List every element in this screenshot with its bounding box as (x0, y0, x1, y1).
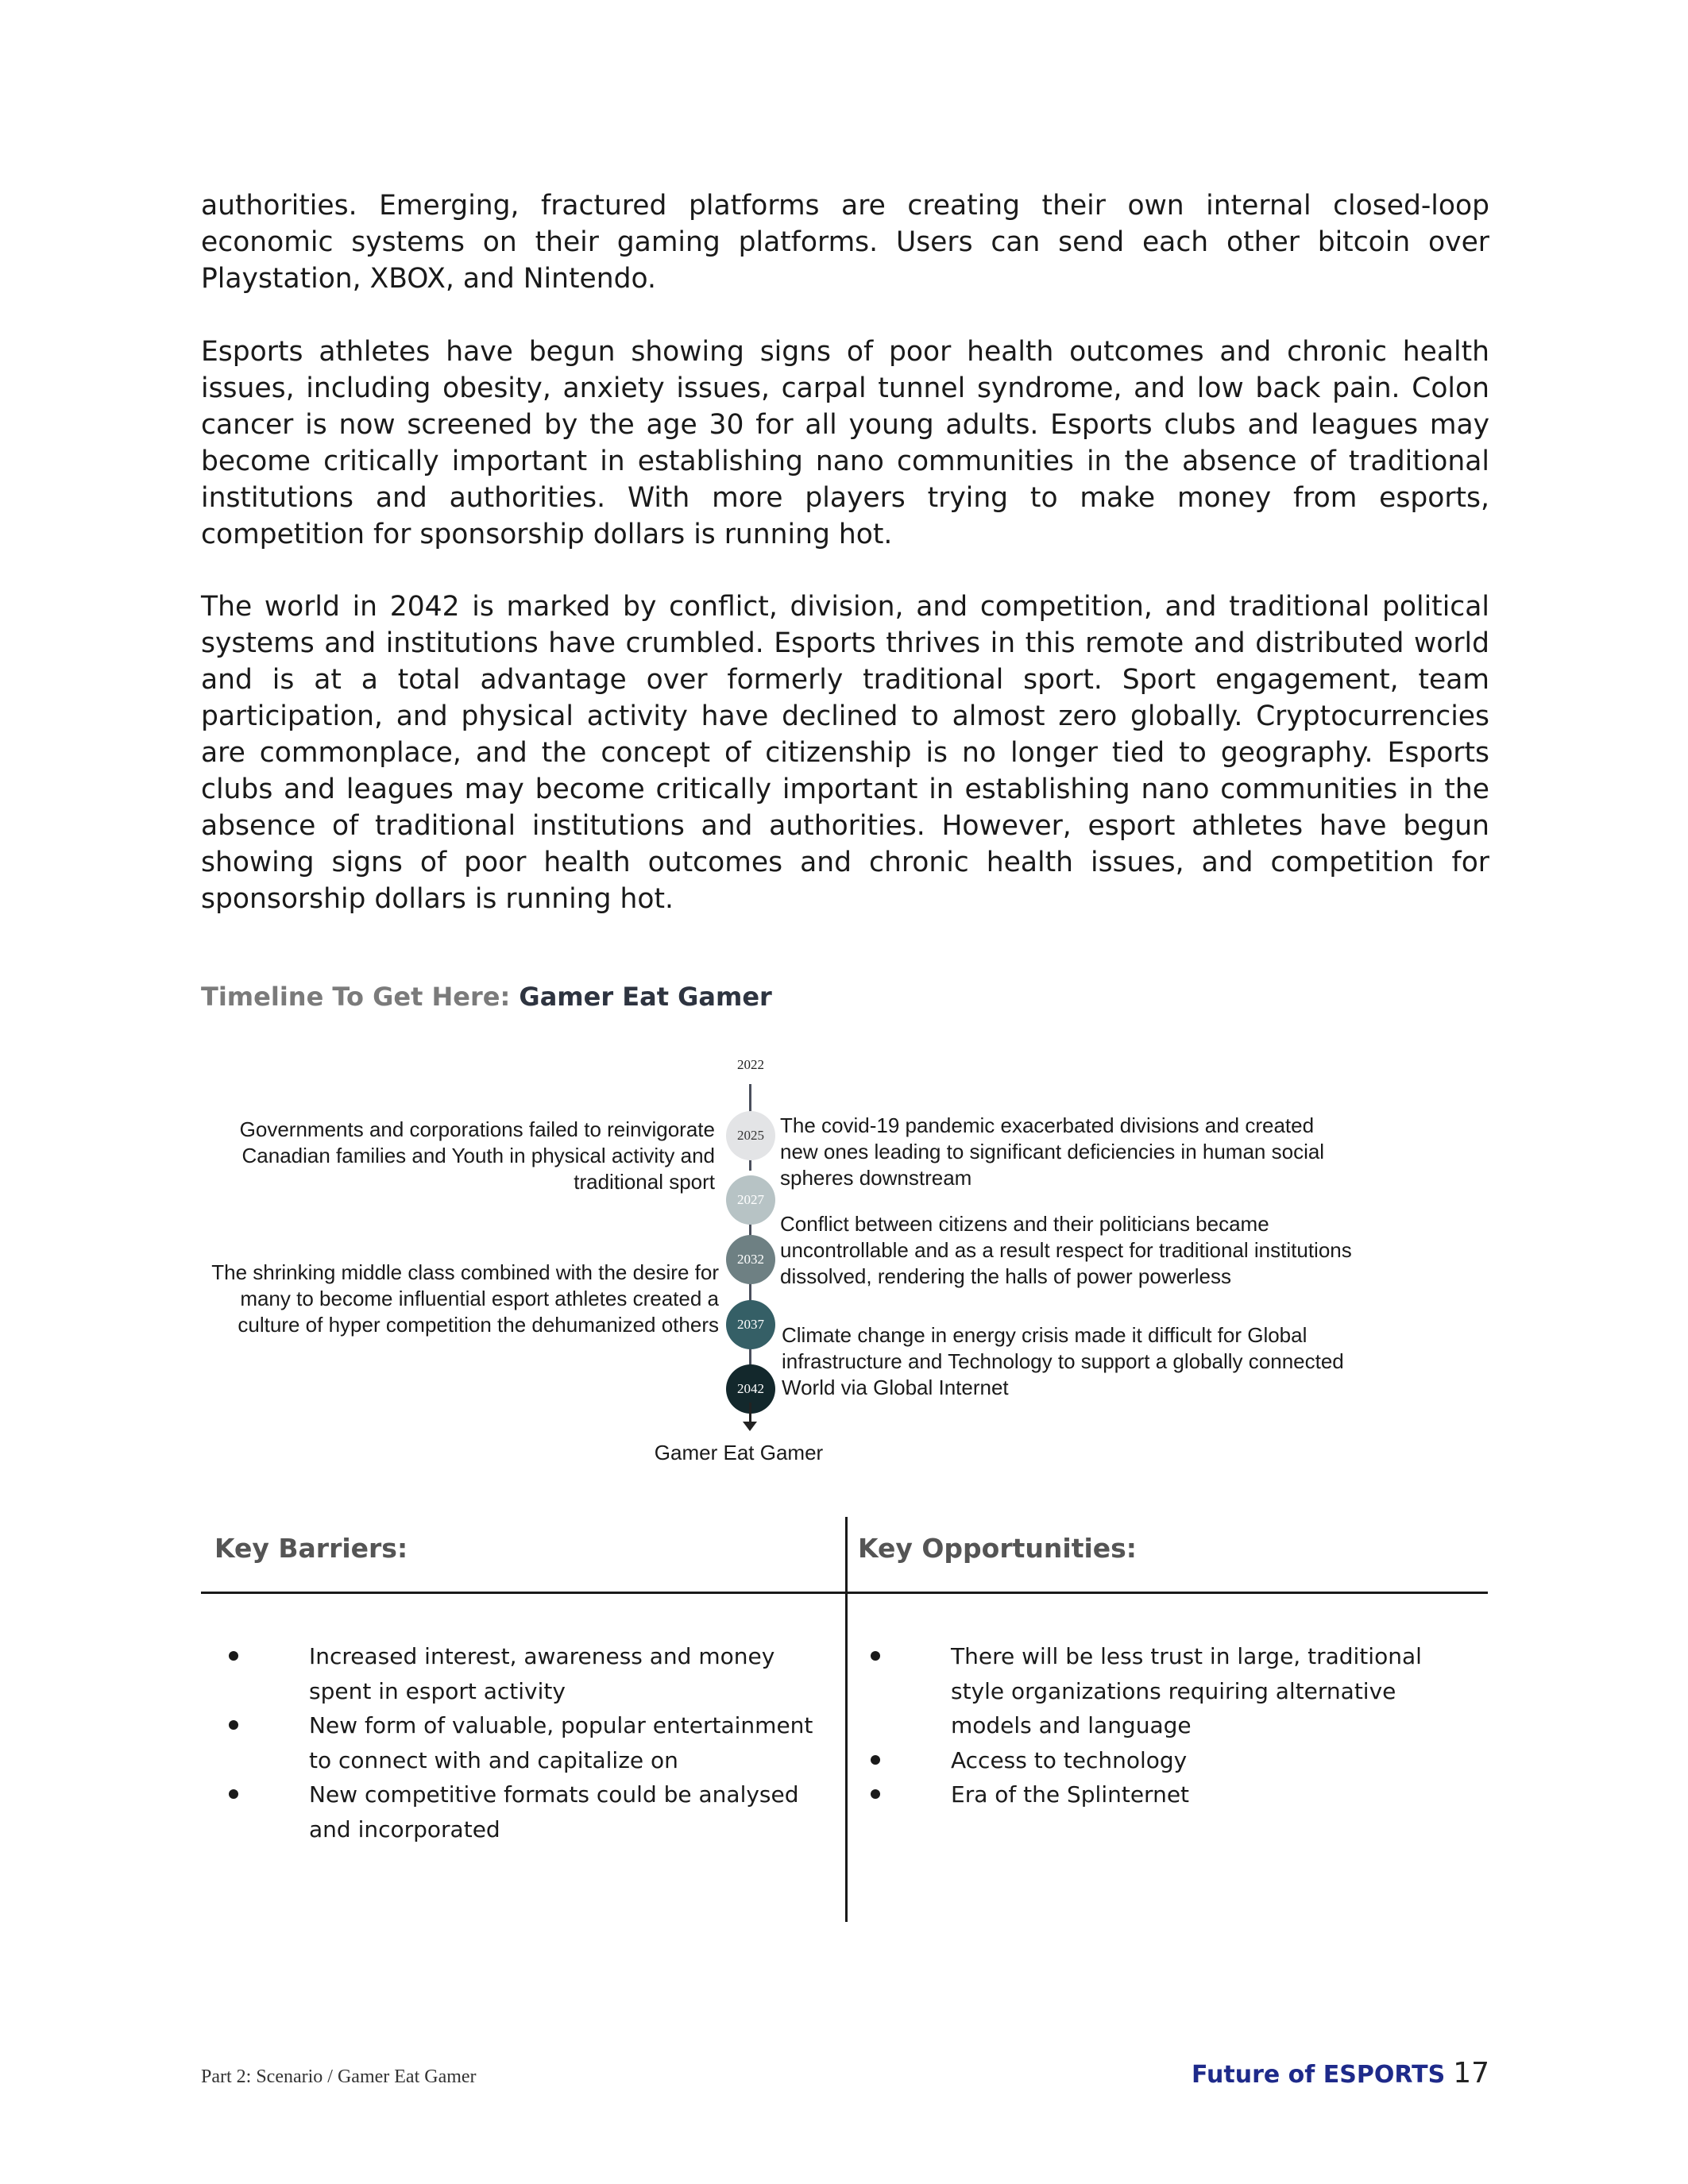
timeline-line (749, 1348, 751, 1365)
timeline-node-year: 2032 (737, 1252, 764, 1267)
footer-section-label: Part 2: Scenario / Gamer Eat Gamer (201, 2066, 477, 2087)
timeline-node-year: 2025 (737, 1128, 764, 1143)
timeline-start-year: 2022 (737, 1057, 764, 1072)
timeline-left-event: Governments and corporations failed to reinvigorate Canadian families and Youth in physical activity and traditional sport (239, 1117, 715, 1194)
timeline-heading-title: Gamer Eat Gamer (519, 982, 772, 1012)
list-item: Increased interest, awareness and money spent in esport activity (244, 1639, 832, 1708)
timeline-right-event: The covid-19 pandemic exacerbated divisions and created new ones leading to significant deficiencies in human social spheres downstream (780, 1113, 1325, 1190)
barriers-list (244, 1639, 832, 1846)
timeline-node-2025 (726, 1111, 775, 1160)
opportunities-list (886, 1639, 1474, 1812)
timeline-node-year: 2027 (737, 1192, 764, 1207)
timeline-node-2032 (726, 1235, 775, 1284)
footer-brand: Future of ESPORTS (1192, 2061, 1446, 2089)
key-opportunities-title: Key Opportunities: (858, 1533, 1137, 1564)
list-item: New competitive formats could be analysed and incorporated (244, 1777, 832, 1846)
list-item: Access to technology (886, 1743, 1474, 1778)
timeline-end-label: Gamer Eat Gamer (654, 1441, 824, 1464)
timeline-line (749, 1283, 751, 1302)
timeline-right-event: Climate change in energy crisis made it difficult for Global infrastructure and Technology to support a globally connected World via Global Internet (782, 1323, 1344, 1399)
paragraph-2: Esports athletes have begun showing signs of poor health outcomes and chronic health issues, including obesity, anxiety issues, carpal tunnel syndrome, and low back pain. Colon cancer is now screened by the age 30 for all young adults. Esports clubs and leagues may become critically important in establishing nano communities in the absence of traditional institutions and authorities. With more players trying to make money from esports, competition for sponsorship dollars is running hot. (201, 336, 1489, 550)
list-item: There will be less trust in large, traditional style organizations requiring alternative models and language (886, 1639, 1474, 1743)
arrow-down-icon (743, 1422, 757, 1431)
timeline-left-event: The shrinking middle class combined with the desire for many to become influential esport athletes created a culture of hyper competition the dehumanized others (211, 1260, 719, 1337)
paragraph-3: The world in 2042 is marked by conflict, division, and competition, and traditional political systems and institutions have crumbled. Esports thrives in this remote and distributed world and is at a total advantage over formerly traditional sport. Sport engagement, team participation, and physical activity have declined to almost zero globally. Cryptocurrencies are commonplace, and the concept of citizenship is no longer tied to geography. Esports clubs and leagues may become critically important in establishing nano communities in the absence of traditional institutions and authorities. However, esport athletes have begun showing signs of poor health outcomes and chronic health issues, and competition for sponsorship dollars is running hot. (201, 591, 1489, 915)
page-number: 17 (1453, 2057, 1489, 2089)
timeline-node-year: 2042 (737, 1381, 764, 1396)
column-divider (845, 1517, 848, 1922)
timeline-arrow-stem (749, 1403, 751, 1423)
timeline-right-event: Conflict between citizens and their politicians became uncontrollable and as a result respect for traditional institutions dissolved, rendering the halls of power powerless (780, 1212, 1352, 1288)
timeline-node-year: 2037 (737, 1317, 764, 1332)
timeline-heading (201, 982, 772, 1012)
timeline-node-2037 (726, 1300, 775, 1349)
header-rule (201, 1592, 1488, 1594)
key-barriers-title: Key Barriers: (214, 1533, 408, 1564)
paragraph-1: authorities. Emerging, fractured platforms are creating their own internal closed-loop economic systems on their gaming platforms. Users can send each other bitcoin over Playstation, XBOX, and Nintendo. (201, 190, 1489, 295)
timeline-line (749, 1084, 751, 1112)
timeline-node-2027 (726, 1175, 775, 1225)
list-item: New form of valuable, popular entertainment to connect with and capitalize on (244, 1708, 832, 1777)
list-item: Era of the Splinternet (886, 1777, 1474, 1812)
footer-branding (1192, 2057, 1489, 2089)
timeline-heading-prefix: Timeline To Get Here: (201, 982, 520, 1012)
